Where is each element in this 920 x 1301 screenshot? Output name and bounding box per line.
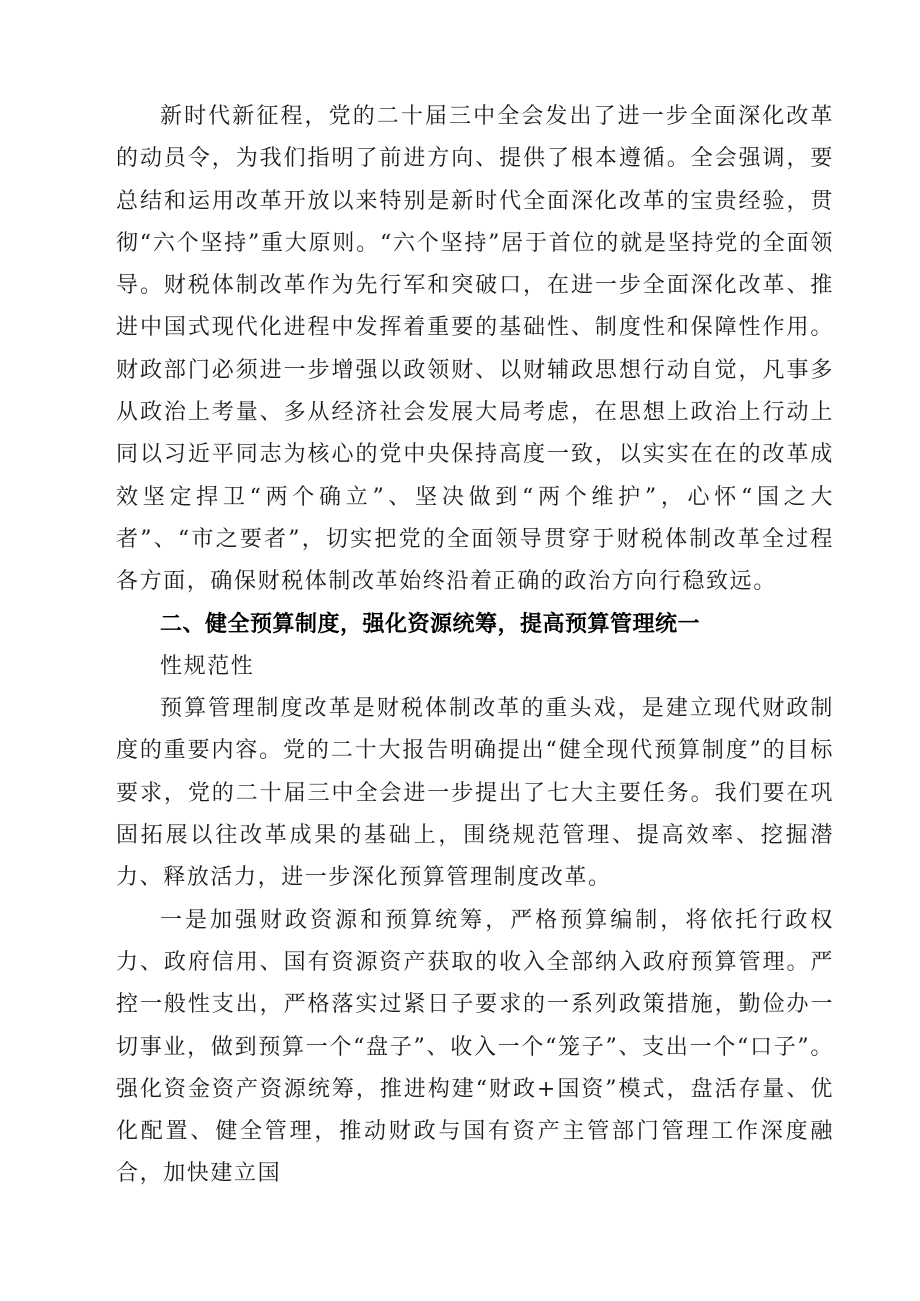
body-paragraph-1: 新时代新征程，党的二十届三中全会发出了进一步全面深化改革的动员令，为我们指明了前进方向、提供了根本遵循。全会强调，要总结和运用改革开放以来特别是新时代全面深化改革的宝贵经验，贯彻“六个坚持”重大原则。“六个坚持”居于首位的就是坚持党的全面领导。财税体制改革作为先行军和突破口，在进一步全面深化改革、推进中国式现代化进程中发挥着重要的基础性、制度性和保障性作用。财政部门必须进一步增强以政领财、以财辅政思想行动自觉，凡事多从政治上考量、多从经济社会发展大局考虑，在思想上政治上行动上同以习近平同志为核心的党中央保持高度一致，以实实在在的改革成效坚定捍卫“两个确立”、坚决做到“两个维护”，心怀“国之大者”、“市之要者”，切实把党的全面领导贯穿于财税体制改革全过程各方面，确保财税体制改革始终沿着正确的政治方向行稳致远。 xyxy=(116,104,834,595)
body-paragraph-2: 预算管理制度改革是财税体制改革的重头戏，是建立现代财政制度的重要内容。党的二十大报告明确提出“健全现代预算制度”的目标要求，党的二十届三中全会进一步提出了七大主要任务。我们要在巩固拓展以往改革成果的基础上，围绕规范管理、提高效率、挖掘潜力、释放活力，进一步深化预算管理制度改革。 xyxy=(116,696,834,891)
section-heading-continuation: 性规范性 xyxy=(160,653,255,679)
document-body xyxy=(116,96,834,1196)
body-paragraph-3: 一是加强财政资源和预算统筹，严格预算编制，将依托行政权力、政府信用、国有资源资产获取的收入全部纳入政府预算管理。严控一般性支出，严格落实过紧日子要求的一系列政策措施，勤俭办一切事业，做到预算一个“盘子”、收入一个“笼子”、支出一个“口子”。强化资金资产资源统筹，推进构建“财政+国资”模式，盘活存量、优化配置、健全管理，推动财政与国有资产主管部门管理工作深度融合，加快建立国 xyxy=(116,907,834,1187)
section-heading: 二、健全预算制度，强化资源统筹，提高预算管理统一 xyxy=(160,611,701,637)
